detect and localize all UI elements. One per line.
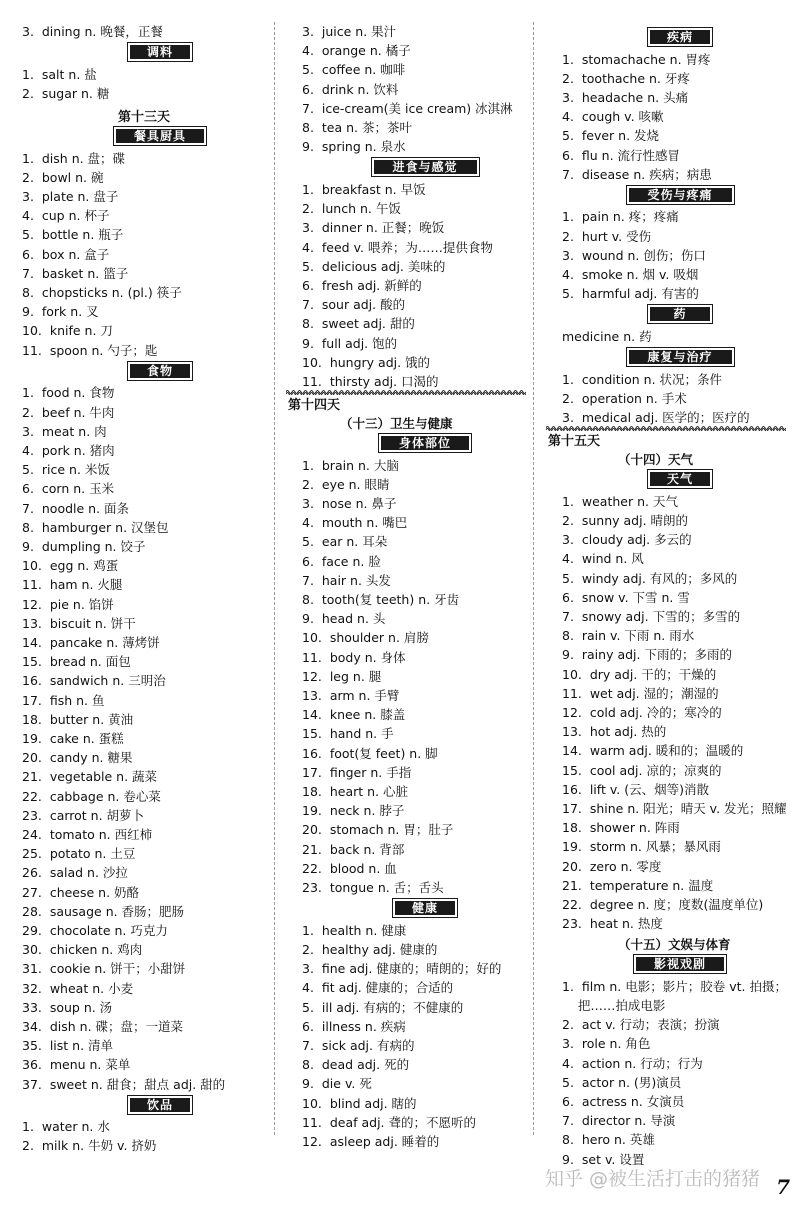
vocab-entry: 3. medical adj. 医学的；医疗的 [562, 410, 750, 425]
vocab-entry: 6. illness n. 疾病 [302, 1018, 406, 1034]
vocab-entry: 10. knife n. 刀 [22, 323, 113, 339]
vocab-entry: 11. deaf adj. 聋的；不愿听的 [302, 1114, 476, 1130]
vocab-entry: 34. dish n. 碟；盘；一道菜 [22, 1018, 184, 1034]
vocab-entry: 11. body n. 身体 [302, 649, 406, 665]
vocab-entry: 20. candy n. 糖果 [22, 750, 133, 766]
column-divider [274, 22, 275, 1135]
vocab-entry: 12. pie n. 馅饼 [22, 596, 114, 612]
vocab-entry: 15. cool adj. 凉的；凉爽的 [562, 762, 722, 778]
vocab-entry: 5. actor n. (男)演员 [562, 1074, 682, 1090]
vocab-entry: 3. role n. 角色 [562, 1036, 651, 1052]
vocab-entry: 8. hero n. 英雄 [562, 1132, 655, 1148]
column-divider [533, 22, 534, 1135]
vocab-entry: 1. food n. 食物 [22, 385, 115, 401]
vocab-entry: 6. face n. 脸 [302, 553, 381, 569]
vocab-entry: 2. beef n. 牛肉 [22, 404, 115, 420]
section-heading-box: 饮品 [130, 1098, 190, 1112]
vocab-entry: 7. sick adj. 有病的 [302, 1037, 415, 1053]
topic-heading: （十三）卫生与健康 [340, 416, 453, 432]
vocab-entry: 7. sour adj. 酸的 [302, 297, 406, 313]
vocab-entry: 5. delicious adj. 美味的 [302, 258, 446, 274]
vocab-entry: 3. plate n. 盘子 [22, 189, 119, 204]
vocab-entry: 33. soup n. 汤 [22, 999, 113, 1015]
vocab-entry: 6. drink n. 饮料 [302, 81, 399, 97]
vocab-entry: 10. shoulder n. 肩膀 [302, 630, 429, 646]
vocab-entry: 8. chopsticks n. (pl.) 筷子 [22, 285, 182, 300]
vocab-entry: 1. condition n. 状况；条件 [562, 371, 723, 387]
vocab-entry: 22. degree n. 度；度数(温度单位) [562, 896, 764, 912]
section-heading-box: 药 [650, 307, 710, 321]
vocab-entry: 36. menu n. 菜单 [22, 1057, 131, 1073]
vocab-entry: 1. brain n. 大脑 [302, 457, 399, 473]
vocab-entry: 7. hair n. 头发 [302, 572, 391, 588]
vocab-entry: 7. disease n. 疾病；病患 [562, 166, 712, 182]
vocab-entry: 2. milk n. 牛奶 v. 挤奶 [22, 1138, 157, 1154]
vocab-entry: 32. wheat n. 小麦 [22, 980, 134, 996]
section-heading-box: 身体部位 [381, 436, 469, 450]
vocab-entry: 4. smoke n. 烟 v. 吸烟 [562, 267, 699, 282]
vocab-entry: 16. foot(复 feet) n. 脚 [302, 745, 438, 761]
vocab-entry: 8. tea n. 茶；茶叶 [302, 120, 412, 135]
vocab-entry: 7. noodle n. 面条 [22, 500, 130, 516]
vocab-entry: 3. juice n. 果汁 [302, 24, 397, 39]
vocab-entry: 6. corn n. 玉米 [22, 481, 115, 497]
vocab-entry: 10. egg n. 鸡蛋 [22, 558, 119, 574]
vocab-entry: 4. orange n. 橘子 [302, 43, 411, 59]
vocab-entry: 1. weather n. 天气 [562, 493, 678, 509]
vocab-entry: 17. finger n. 手指 [302, 764, 412, 780]
vocab-entry: 9. dumpling n. 饺子 [22, 538, 146, 554]
vocab-entry: 12. leg n. 腿 [302, 668, 382, 684]
vocab-entry: 5. ear n. 耳朵 [302, 534, 388, 550]
vocab-entry: 21. temperature n. 温度 [562, 877, 714, 893]
page-number: 7 [776, 1175, 790, 1199]
vocab-entry: 9. rainy adj. 下雨的；多雨的 [562, 647, 732, 663]
vocab-entry: 10. dry adj. 干的；干燥的 [562, 666, 717, 682]
vocab-entry: 把……拍成电影 [562, 998, 666, 1013]
vocab-entry: 2. toothache n. 牙疼 [562, 70, 690, 86]
vocab-entry: 9. spring n. 泉水 [302, 139, 406, 155]
vocab-entry: 18. butter n. 黄油 [22, 711, 134, 727]
vocab-entry: 14. warm adj. 暖和的；温暖的 [562, 743, 744, 759]
vocab-entry: 11. ham n. 火腿 [22, 577, 123, 593]
section-heading-box: 食物 [130, 364, 190, 378]
section-heading-box: 影视戏剧 [636, 957, 724, 971]
vocab-entry: 7. director n. 导演 [562, 1113, 676, 1129]
vocab-entry: 18. heart n. 心脏 [302, 784, 408, 799]
vocab-entry: 15. bread n. 面包 [22, 654, 131, 670]
section-heading-box: 调料 [130, 45, 190, 59]
vocab-entry: 10. hungry adj. 饿的 [302, 354, 431, 370]
vocab-entry: 24. tomato n. 西红柿 [22, 826, 153, 842]
vocab-entry: 16. lift v. (云、烟等)消散 [562, 781, 709, 797]
vocab-entry: 15. hand n. 手 [302, 726, 394, 742]
vocab-entry: 3. dinner n. 正餐；晚饭 [302, 220, 445, 236]
vocab-entry: 3. nose n. 鼻子 [302, 496, 397, 511]
topic-heading: （十五）文娱与体育 [618, 937, 731, 953]
vocab-entry: 12. cold adj. 冷的；寒冷的 [562, 704, 722, 720]
vocab-entry: 26. salad n. 沙拉 [22, 865, 128, 881]
vocab-entry: 23. heat n. 热度 [562, 916, 663, 932]
vocab-entry: 6. flu n. 流行性感冒 [562, 147, 681, 163]
vocab-entry: 11. wet adj. 湿的；潮湿的 [562, 685, 719, 701]
vocab-entry: 3. cloudy adj. 多云的 [562, 532, 692, 548]
vocab-entry: 16. sandwich n. 三明治 [22, 673, 166, 689]
vocab-entry: 4. action n. 行动；行为 [562, 1055, 703, 1071]
vocab-entry: 7. snowy adj. 下雪的；多雪的 [562, 608, 741, 624]
vocab-entry: 35. list n. 清单 [22, 1038, 114, 1054]
vocab-entry: 5. windy adj. 有风的；多风的 [562, 570, 738, 586]
vocab-entry: medicine n. 药 [562, 328, 652, 344]
vocab-entry: 1. film n. 电影；影片；胶卷 vt. 拍摄； [562, 978, 787, 994]
vocab-entry: 5. rice n. 米饭 [22, 462, 110, 478]
vocab-entry: 11. spoon n. 勺子；匙 [22, 342, 158, 358]
vocab-entry: 14. pancake n. 薄烤饼 [22, 634, 160, 650]
vocab-entry: 22. cabbage n. 卷心菜 [22, 788, 161, 804]
vocab-entry: 29. chocolate n. 巧克力 [22, 922, 168, 938]
vocab-entry: 2. bowl n. 碗 [22, 169, 104, 185]
day-heading: 第十三天 [118, 110, 171, 126]
vocab-entry: 17. fish n. 鱼 [22, 692, 105, 708]
vocab-entry: 8. sweet adj. 甜的 [302, 316, 415, 332]
vocab-entry: 9. set v. 设置 [562, 1151, 645, 1167]
vocab-entry: 3. wound n. 创伤；伤口 [562, 247, 706, 263]
vocab-entry: 12. asleep adj. 睡着的 [302, 1133, 440, 1149]
vocab-entry: 8. rain v. 下雨 n. 雨水 [562, 628, 695, 644]
section-heading-box: 疾病 [650, 30, 710, 44]
vocab-entry: 9. full adj. 饱的 [302, 335, 398, 351]
vocab-entry: 4. fit adj. 健康的；合适的 [302, 980, 454, 996]
vocab-entry: 28. sausage n. 香肠；肥肠 [22, 903, 185, 919]
vocab-entry: 9. fork n. 叉 [22, 304, 99, 320]
vocab-entry: 5. harmful adj. 有害的 [562, 286, 699, 302]
vocab-entry: 5. bottle n. 瓶子 [22, 227, 124, 243]
vocab-entry: 4. cough v. 咳嗽 [562, 109, 664, 125]
section-heading-box: 受伤与疼痛 [629, 188, 732, 202]
vocab-entry: 14. knee n. 膝盖 [302, 707, 406, 723]
vocab-entry: 8. tooth(复 teeth) n. 牙齿 [302, 592, 460, 607]
vocab-entry: 4. pork n. 猪肉 [22, 442, 115, 458]
topic-heading: （十四）天气 [618, 452, 694, 468]
vocab-entry: 1. stomachache n. 胃疼 [562, 51, 711, 67]
vocab-entry: 30. chicken n. 鸡肉 [22, 942, 143, 958]
vocab-entry: 17. shine n. 阳光；晴天 v. 发光；照耀 [562, 800, 787, 816]
vocab-entry: 20. zero n. 零度 [562, 858, 662, 874]
vocab-entry: 19. cake n. 蛋糕 [22, 730, 124, 746]
vocab-entry: 7. basket n. 篮子 [22, 265, 129, 281]
section-heading-box: 进食与感觉 [374, 160, 477, 174]
vocab-entry: 1. health n. 健康 [302, 922, 407, 938]
vocab-entry: 2. operation n. 手术 [562, 390, 687, 406]
vocab-entry: 6. snow v. 下雪 n. 雪 [562, 589, 690, 605]
vocab-entry: 4. cup n. 杯子 [22, 208, 110, 224]
vocab-entry: 37. sweet n. 甜食；甜点 adj. 甜的 [22, 1076, 226, 1092]
vocab-entry: 1. breakfast n. 早饭 [302, 181, 426, 197]
vocab-entry: 23. carrot n. 胡萝卜 [22, 807, 145, 823]
day-heading: 第十四天 [288, 398, 341, 414]
vocab-entry: 31. cookie n. 饼干；小甜饼 [22, 961, 186, 977]
vocab-entry: 7. ice-cream(美 ice cream) 冰淇淋 [302, 100, 513, 116]
vocab-entry: 6. actress n. 女演员 [562, 1094, 685, 1109]
vocab-entry: 5. ill adj. 有病的；不健康的 [302, 999, 464, 1015]
vocab-entry: 4. feed v. 喂养；为……提供食物 [302, 239, 493, 255]
vocab-entry: 2. healthy adj. 健康的 [302, 941, 438, 957]
vocab-entry: 2. hurt v. 受伤 [562, 228, 652, 244]
vocab-entry: 8. hamburger n. 汉堡包 [22, 519, 169, 535]
vocab-entry: 1. salt n. 盐 [22, 66, 97, 82]
vocab-entry: 27. cheese n. 奶酪 [22, 884, 140, 900]
vocab-entry: 21. vegetable n. 蔬菜 [22, 769, 158, 785]
vocab-entry: 5. fever n. 发烧 [562, 128, 660, 144]
section-heading-box: 天气 [650, 472, 710, 486]
vocab-entry: 20. stomach n. 胃；肚子 [302, 822, 454, 838]
vocab-entry: 13. arm n. 手臂 [302, 688, 400, 703]
vocab-entry: 5. coffee n. 咖啡 [302, 62, 406, 78]
vocab-entry: 4. mouth n. 嘴巴 [302, 515, 408, 531]
vocab-entry: 3. fine adj. 健康的；晴朗的；好的 [302, 961, 502, 977]
vocab-entry: 13. biscuit n. 饼干 [22, 615, 136, 631]
vocab-entry: 9. head n. 头 [302, 611, 386, 627]
vocab-entry: 1. pain n. 疼；疼痛 [562, 209, 679, 225]
vocab-entry: 3. meat n. 肉 [22, 423, 107, 439]
day-heading: 第十五天 [548, 434, 601, 450]
vocab-entry: 2. sunny adj. 晴朗的 [562, 512, 689, 528]
vocab-entry: 13. hot adj. 热的 [562, 724, 667, 740]
vocab-entry: 3. dining n. 晚餐，正餐 [22, 24, 163, 39]
section-heading-box: 餐具厨具 [116, 129, 204, 143]
watermark: 知乎 @被生活打击的猪猪 [544, 1168, 760, 1190]
vocab-entry: 9. die v. 死 [302, 1076, 372, 1092]
vocab-entry: 10. blind adj. 瞎的 [302, 1095, 417, 1111]
vocab-entry: 4. wind n. 风 [562, 551, 644, 567]
section-heading-box: 健康 [395, 901, 455, 915]
vocab-entry: 8. dead adj. 死的 [302, 1057, 410, 1073]
vocab-entry: 2. sugar n. 糖 [22, 85, 110, 101]
vocab-entry: 25. potato n. 土豆 [22, 846, 136, 862]
vocab-entry: 1. dish n. 盘；碟 [22, 150, 126, 166]
vocab-entry: 21. back n. 背部 [302, 841, 405, 857]
vocab-entry: 19. neck n. 脖子 [302, 803, 405, 819]
vocab-entry: 3. headache n. 头痛 [562, 89, 689, 105]
vocab-entry: 22. blood n. 血 [302, 860, 397, 876]
vocab-entry: 2. eye n. 眼睛 [302, 476, 390, 492]
vocab-entry: 1. water n. 水 [22, 1119, 110, 1135]
vocab-entry: 11. thirsty adj. 口渴的 [302, 373, 439, 389]
vocab-entry: 6. fresh adj. 新鲜的 [302, 277, 422, 293]
vocab-entry: 6. box n. 盒子 [22, 246, 110, 262]
section-heading-box: 康复与治疗 [629, 350, 732, 364]
vocab-entry: 19. storm n. 风暴；暴风雨 [562, 839, 721, 855]
vocab-entry: 18. shower n. 阵雨 [562, 820, 680, 836]
vocab-entry: 2. lunch n. 午饭 [302, 201, 401, 217]
vocab-entry: 23. tongue n. 舌；舌头 [302, 880, 444, 895]
vocab-entry: 2. act v. 行动；表演；扮演 [562, 1017, 720, 1033]
